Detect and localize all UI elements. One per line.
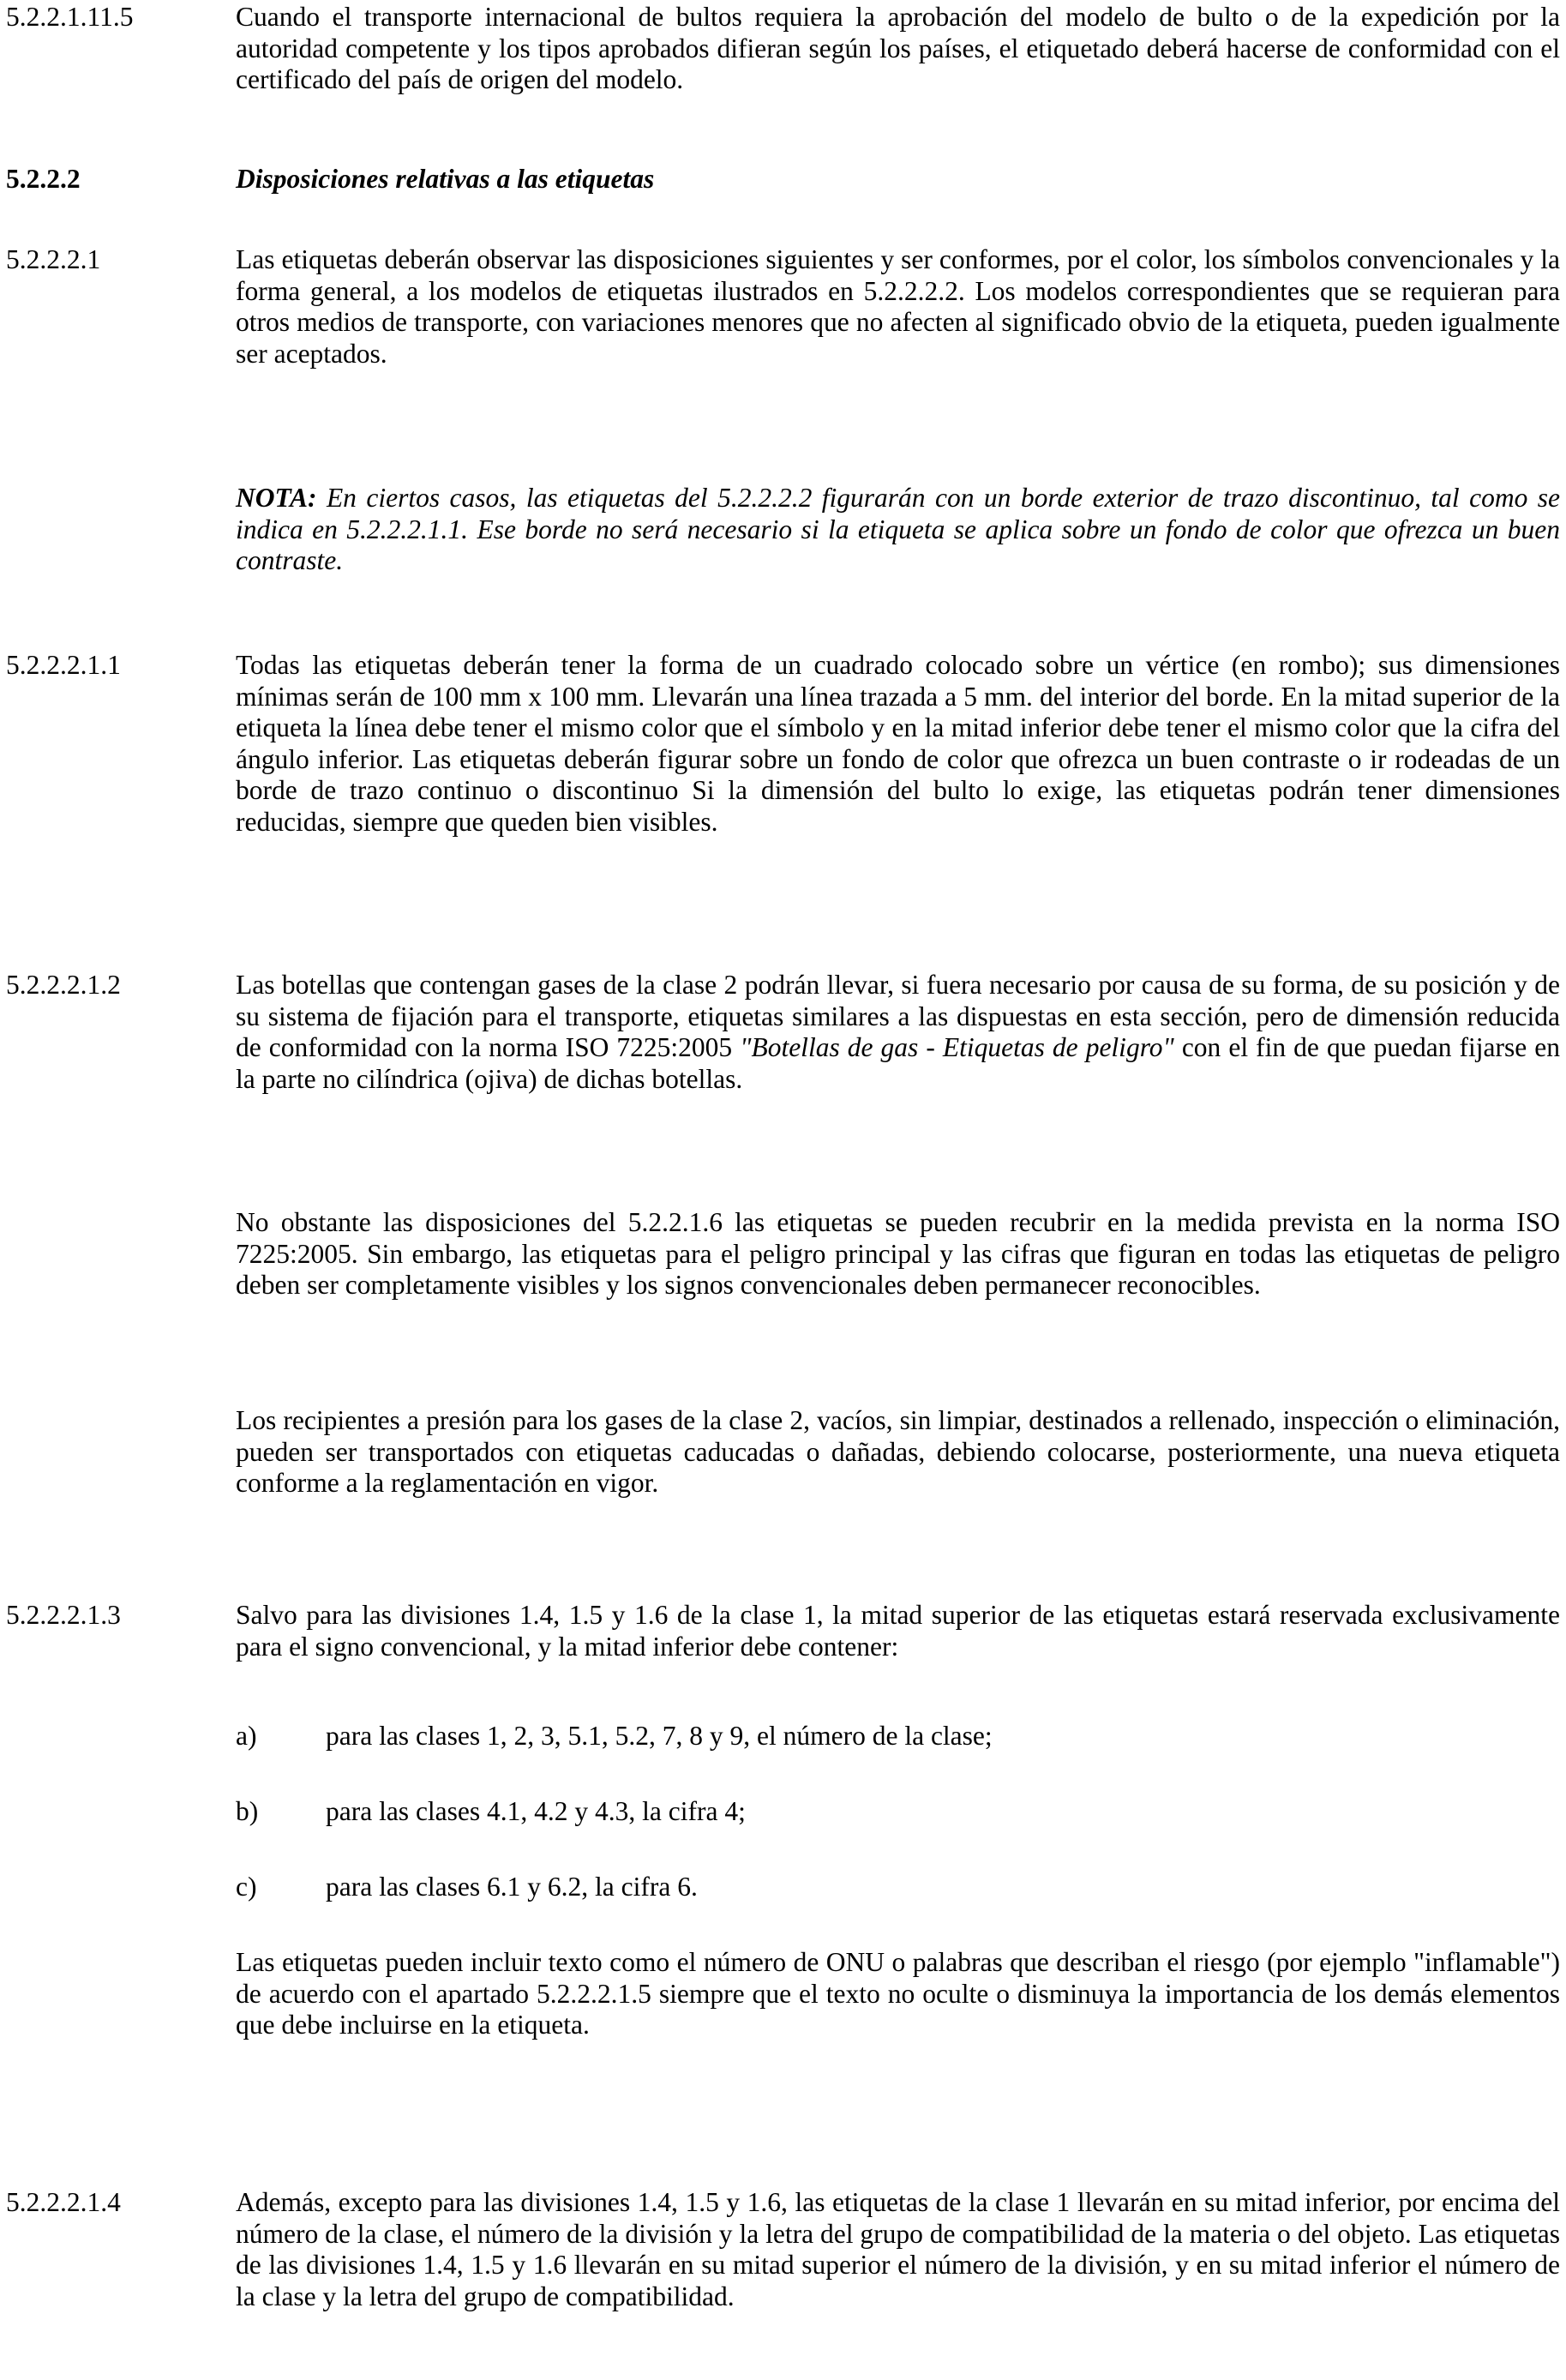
section-number: 5.2.2.2.1.1 bbox=[6, 650, 121, 680]
section-number: 5.2.2.2.1 bbox=[6, 244, 101, 274]
section-paragraph: Además, excepto para las divisiones 1.4, 1.5 y 1.6, las etiquetas de la clase 1 llevarán en su mitad inferior, por encima del número de la clase, el número de la división y la letra del grupo de compatibilidad de la materia o del objeto. Las etiquetas de las divisiones 1.4, 1.5 y 1.6 llevarán en su mitad superior el número de la división, y en su mitad inferior el número de la clase y la letra del grupo de compatibilidad. bbox=[236, 2187, 1560, 2311]
note-paragraph bbox=[236, 483, 1560, 577]
section-number: 5.2.2.2.1.3 bbox=[6, 1600, 121, 1630]
section-paragraph: Cuando el transporte internacional de bultos requiera la aprobación del modelo de bulto o de la expedición por la autoridad competente y los tipos aprobados difieran según los países, el etiquetado deberá hacerse de conformidad con el certificado del país de origen del modelo. bbox=[236, 2, 1560, 95]
note-label: NOTA: bbox=[236, 483, 317, 513]
list-item-letter: a) bbox=[236, 1721, 257, 1751]
section-paragraph: Los recipientes a presión para los gases de la clase 2, vacíos, sin limpiar, destinados a rellenado, inspección o eliminación, pueden ser transportados con etiquetas caducadas o dañadas, debiendo colocarse, posteriormente, una nueva etiqueta conforme a la reglamentación en vigor. bbox=[236, 1405, 1560, 1499]
section-paragraph: No obstante las disposiciones del 5.2.2.1.6 las etiquetas se pueden recubrir en la medida prevista en la norma ISO 7225:2005. Sin embargo, las etiquetas para el peligro principal y las cifras que figuran en todas las etiquetas de peligro deben ser completamente visibles y los signos convencionales deben permanecer reconocibles. bbox=[236, 1207, 1560, 1301]
section-number: 5.2.2.2.1.4 bbox=[6, 2187, 121, 2217]
section-paragraph: Salvo para las divisiones 1.4, 1.5 y 1.6 de la clase 1, la mitad superior de las etiquetas estará reservada exclusivamente para el signo convencional, y la mitad inferior debe contener: bbox=[236, 1600, 1560, 1662]
list-item-letter: b) bbox=[236, 1796, 259, 1826]
section-paragraph bbox=[236, 970, 1560, 1095]
section-paragraph: Todas las etiquetas deberán tener la forma de un cuadrado colocado sobre un vértice (en rombo); sus dimensiones mínimas serán de 100 mm x 100 mm. Llevarán una línea trazada a 5 mm. del interior del borde. En la mitad superior de la etiqueta la línea debe tener el mismo color que el símbolo y en la mitad inferior debe tener el mismo color que la cifra del ángulo inferior. Las etiquetas deberán figurar sobre un fondo de color que ofrezca un buen contraste o ir rodeadas de un borde de trazo continuo o discontinuo Si la dimensión del bulto lo exige, las etiquetas podrán tener dimensiones reducidas, siempre que queden bien visibles. bbox=[236, 650, 1560, 837]
list-item-text: para las clases 4.1, 4.2 y 4.3, la cifra 4; bbox=[326, 1796, 746, 1826]
section-paragraph: Las etiquetas deberán observar las disposiciones siguientes y ser conformes, por el color, los símbolos convencionales y la forma general, a los modelos de etiquetas ilustrados en 5.2.2.2.2. Los modelos correspondientes que se requieran para otros medios de transporte, con variaciones menores que no afecten al significado obvio de la etiqueta, pueden igualmente ser aceptados. bbox=[236, 244, 1560, 369]
paragraph-text: con el fin de que puedan fijarse en la parte no cilíndrica (ojiva) de dichas botellas. bbox=[236, 1032, 1560, 1094]
note-text: En ciertos casos, las etiquetas del 5.2.2.2.2 figurarán con un borde exterior de trazo discontinuo, tal como se indica en 5.2.2.2.1.1. Ese borde no será necesario si la etiqueta se aplica sobre un fondo de color que ofrezca un buen contraste. bbox=[236, 483, 1560, 576]
list-item-text: para las clases 6.1 y 6.2, la cifra 6. bbox=[326, 1872, 698, 1902]
list-item-letter: c) bbox=[236, 1872, 257, 1902]
heading-number: 5.2.2.2 bbox=[6, 164, 81, 194]
section-paragraph: Las etiquetas pueden incluir texto como el número de ONU o palabras que describan el riesgo (por ejemplo "inflamable") de acuerdo con el apartado 5.2.2.2.1.5 siempre que el texto no oculte o disminuya la importancia de los demás elementos que debe incluirse en la etiqueta. bbox=[236, 1947, 1560, 2040]
standard-title: "Botellas de gas - Etiquetas de peligro" bbox=[740, 1032, 1174, 1063]
list-item-text: para las clases 1, 2, 3, 5.1, 5.2, 7, 8 y 9, el número de la clase; bbox=[326, 1721, 993, 1751]
section-number: 5.2.2.1.11.5 bbox=[6, 2, 134, 32]
heading-title: Disposiciones relativas a las etiquetas bbox=[236, 164, 655, 194]
paragraph-text: Las botellas que contengan gases de la clase 2 podrán llevar, si fuera necesario por causa de su forma, de su posición y de su sistema de fijación para el transporte, etiquetas similares a las dispuestas en esta sección, pero de dimensión reducida de conformidad con la norma ISO 7225:2005 bbox=[236, 970, 1560, 1063]
section-number: 5.2.2.2.1.2 bbox=[6, 970, 121, 1000]
